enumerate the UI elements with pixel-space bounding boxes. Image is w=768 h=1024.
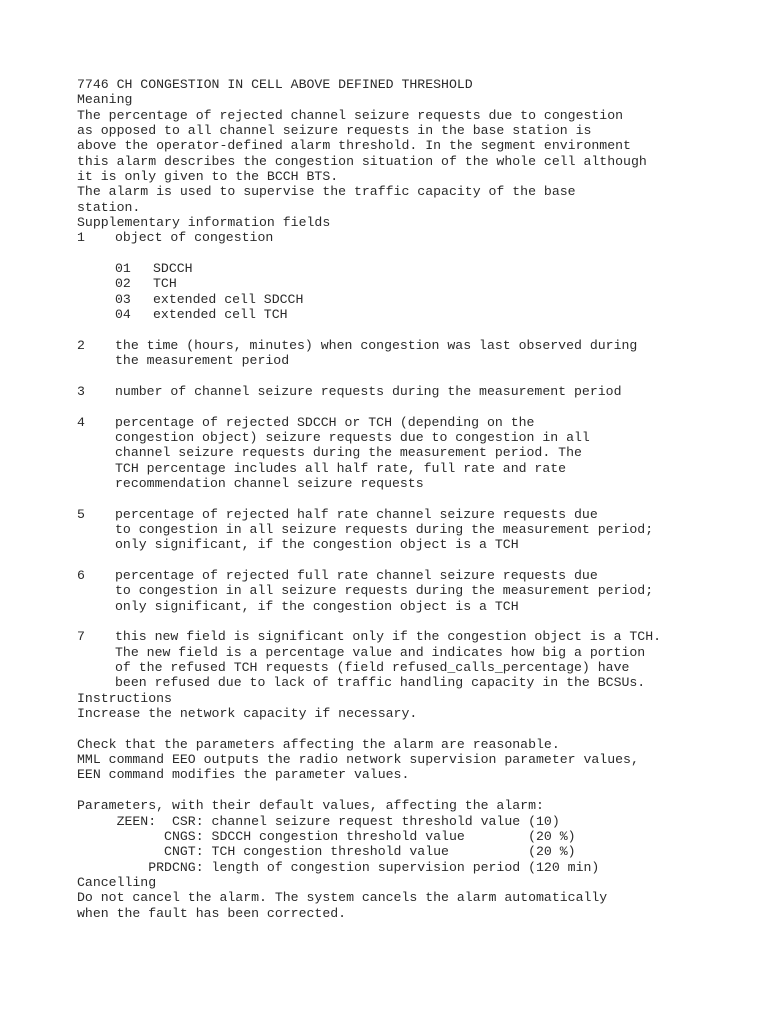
field-text: The new field is a percentage value and indicates how big a portion [115, 644, 646, 660]
field-text: congestion object) seizure requests due to congestion in all [115, 429, 590, 445]
congestion-object-codes [77, 261, 757, 322]
field-text: the time (hours, minutes) when congestion was last observed during [115, 337, 638, 353]
field-text: channel seizure requests during the measurement period. The [115, 445, 582, 461]
code-value: 03 [115, 291, 131, 307]
code-row [77, 292, 757, 307]
field-text: to congestion in all seizure requests during the measurement period; [115, 521, 654, 537]
code-value: 02 [115, 276, 131, 292]
field-number: 5 [77, 506, 85, 522]
field-text: only significant, if the congestion object is a TCH [115, 537, 519, 553]
field-item [77, 507, 757, 553]
parameter-row: ZEEN: CSR: channel seizure request threshold value (10) [77, 813, 560, 829]
cancelling-heading: Cancelling [77, 874, 157, 890]
instructions-text: Increase the network capacity if necessary. [77, 706, 418, 722]
field-number: 2 [77, 337, 85, 353]
parameters-list [77, 814, 757, 875]
instructions-heading: Instructions [77, 690, 172, 706]
field-number: 6 [77, 568, 85, 583]
text-line: this alarm describes the congestion situation of the whole cell although [77, 153, 647, 169]
field-text: recommendation channel seizure requests [115, 475, 424, 491]
field-number: 4 [77, 414, 85, 430]
field-item [77, 384, 757, 399]
meaning-text [77, 108, 757, 215]
text-line: The percentage of rejected channel seizure requests due to congestion [77, 107, 624, 123]
text-line: The alarm is used to supervise the traffic capacity of the base [77, 184, 576, 200]
field-text: percentage of rejected full rate channel seizure requests due [115, 568, 598, 583]
field-number: 7 [77, 629, 85, 645]
alarm-description [77, 77, 757, 921]
cancelling-text: when the fault has been corrected. [77, 905, 347, 921]
code-row [77, 276, 757, 291]
field-number: 3 [77, 383, 85, 399]
code-text: SDCCH [153, 261, 193, 277]
alarm-title: 7746 CH CONGESTION IN CELL ABOVE DEFINED THRESHOLD [77, 77, 473, 92]
code-text: TCH [153, 276, 177, 292]
text-line: Check that the parameters affecting the alarm are reasonable. [77, 736, 560, 752]
code-text: extended cell TCH [153, 307, 288, 323]
field-text: object of congestion [115, 230, 274, 246]
field-text: TCH percentage includes all half rate, full rate and rate [115, 460, 567, 476]
text-line: it is only given to the BCCH BTS. [77, 169, 339, 185]
check-text [77, 737, 757, 783]
parameters-heading: Parameters, with their default values, affecting the alarm: [77, 798, 544, 814]
parameter-row: PRDCNG: length of congestion supervision period (120 min) [77, 859, 600, 875]
field-item [77, 338, 757, 369]
parameter-row: CNGS: SDCCH congestion threshold value (20 %) [77, 828, 576, 844]
code-row [77, 261, 757, 276]
field-text: been refused due to lack of traffic handling capacity in the BCSUs. [115, 675, 646, 691]
text-line: above the operator-defined alarm threshold. In the segment environment [77, 138, 631, 154]
field-text: the measurement period [115, 353, 290, 369]
meaning-heading: Meaning [77, 92, 133, 108]
field-text: only significant, if the congestion object is a TCH [115, 598, 519, 614]
field-text: percentage of rejected half rate channel seizure requests due [115, 506, 598, 522]
text-line: station. [77, 199, 141, 215]
text-line: MML command EEO outputs the radio network supervision parameter values, [77, 752, 639, 768]
code-value: 04 [115, 307, 131, 323]
text-line: as opposed to all channel seizure requests in the base station is [77, 123, 592, 139]
code-value: 01 [115, 261, 131, 277]
field-number: 1 [77, 230, 85, 246]
field-item [77, 568, 757, 614]
field-text: number of channel seizure requests during the measurement period [115, 383, 622, 399]
field-text: percentage of rejected SDCCH or TCH (depending on the [115, 414, 535, 430]
field-item [77, 415, 757, 492]
parameter-row: CNGT: TCH congestion threshold value (20 %) [77, 844, 576, 860]
field-text: of the refused TCH requests (field refused_calls_percentage) have [115, 660, 630, 676]
field-item [77, 629, 757, 690]
field-text: this new field is significant only if the congestion object is a TCH. [115, 629, 662, 645]
supplementary-heading: Supplementary information fields [77, 215, 331, 231]
code-text: extended cell SDCCH [153, 291, 304, 307]
cancelling-text: Do not cancel the alarm. The system cancels the alarm automatically [77, 890, 608, 906]
text-line: EEN command modifies the parameter values. [77, 767, 410, 783]
field-item [77, 230, 757, 245]
field-text: to congestion in all seizure requests during the measurement period; [115, 583, 654, 599]
code-row [77, 307, 757, 322]
